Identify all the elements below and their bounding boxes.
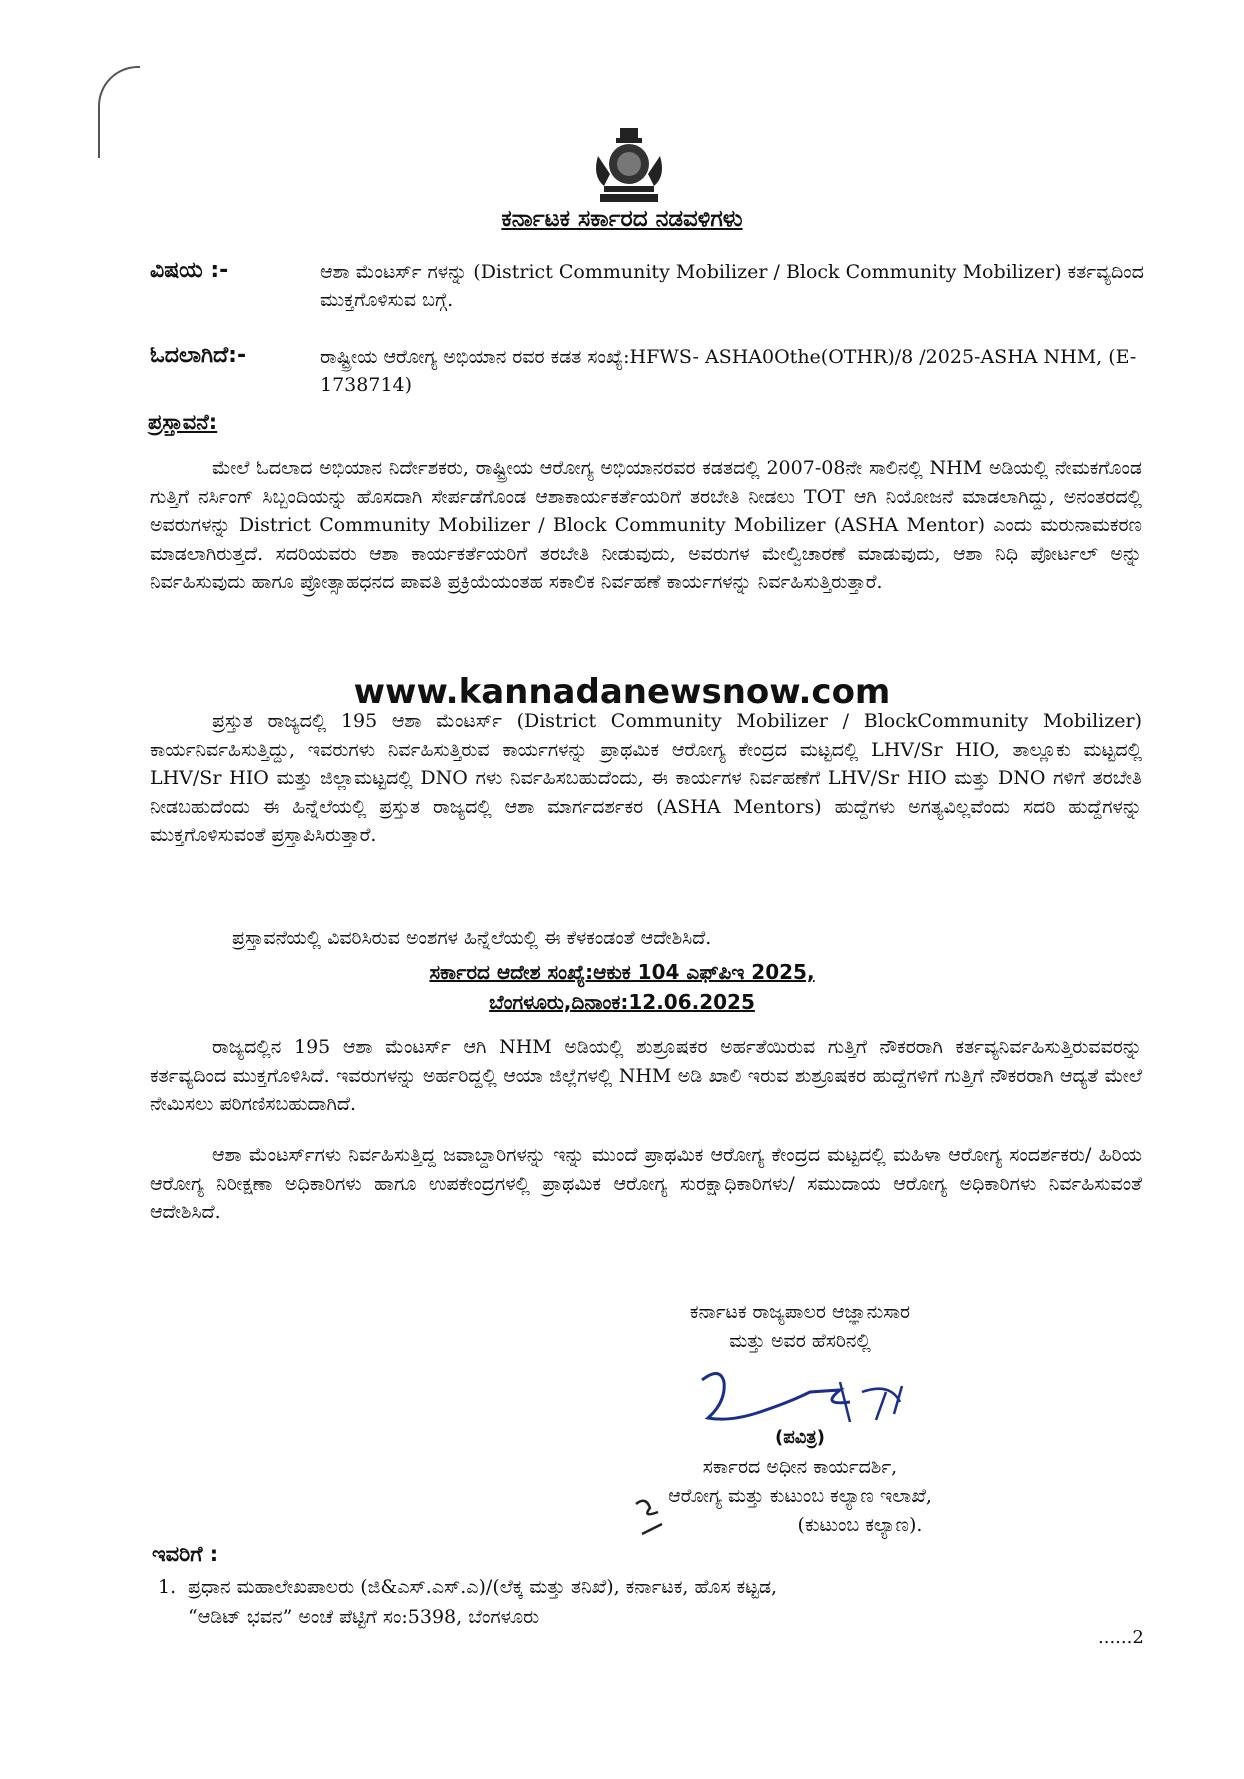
- cc-item-number: 1.: [158, 1576, 177, 1598]
- signatory-designation-3: (ಕುಟುಂಬ ಕಲ್ಯಾಣ).: [797, 1514, 923, 1536]
- document-heading: ಕರ್ನಾಟಕ ಸರ್ಕಾರದ ನಡವಳಿಗಳು: [501, 206, 743, 232]
- preamble-title: ಪ್ರಸ್ತಾವನೆ:: [148, 410, 218, 434]
- reference-label: ಓದಲಾಗಿದೆ:-: [150, 343, 247, 368]
- order-place-date: ಬೆಂಗಳೂರು,ದಿನಾಂಕ:12.06.2025: [489, 990, 755, 1014]
- signoff-line-1: ಕರ್ನಾಟಕ ರಾಜ್ಯಪಾಲರ ಆಜ್ಞಾನುಸಾರ: [689, 1301, 911, 1323]
- order-paragraph-2: ಆಶಾ ಮೆಂಟರ್ಸ್‌ಗಳು ನಿರ್ವಹಿಸುತ್ತಿದ್ದ ಜವಾಬ್ದಾರಿಗಳನ್ನು ಇನ್ನು ಮುಂದೆ ಪ್ರಾಥಮಿಕ ಆರೋಗ್ಯ ಕೇಂದ್ರದ ಮಟ್ಟದಲ್ಲಿ ಮಹಿಳಾ ಆರೋಗ್ಯ ಸಂದರ್ಶಕರು/ ಹಿರಿಯ ಆರೋಗ್ಯ ನಿರೀಕ್ಷಣಾ ಅಧಿಕಾರಿಗಳು ಹಾಗೂ ಉಪಕೇಂದ್ರಗಳಲ್ಲಿ ಪ್ರಾಥಮಿಕ ಆರೋಗ್ಯ ಸುರಕ್ಷಾಧಿಕಾರಿಗಳು/ ಸಮುದಾಯ ಆರೋಗ್ಯ ಅಧಿಕಾರಿಗಳು ನಿರ್ವಹಿಸುವಂತೆ ಆದೇಶಿಸಿದೆ.: [150, 1144, 1142, 1224]
- order-number: ಸರ್ಕಾರದ ಆದೇಶ ಸಂಖ್ಯೆ:ಆಕುಕ 104 ಎಫ್‌ಪಿಇ 2025,: [429, 960, 815, 984]
- cc-item-line-2: “ಆಡಿಟ್ ಭವನ” ಅಂಚೆ ಪೆಟ್ಟಿಗೆ ಸಂ:5398, ಬೆಂಗಳೂರು: [188, 1606, 540, 1628]
- scan-edge-mark: [98, 66, 140, 158]
- subject-text: ಆಶಾ ಮೆಂಟರ್ಸ್ ಗಳನ್ನು (District Community Mobilizer / Block Community Mobilizer) ಕರ್ತವ್ಯದಿಂದ ಮುಕ್ತಗೊಳಿಸುವ ಬಗ್ಗೆ.: [320, 261, 1144, 311]
- cc-item: [158, 1572, 1148, 1632]
- signatory-designation-2: ಆರೋಗ್ಯ ಮತ್ತು ಕುಟುಂಬ ಕಲ್ಯಾಣ ಇಲಾಖೆ,: [668, 1485, 932, 1507]
- reference-text: ರಾಷ್ಟ್ರೀಯ ಆರೋಗ್ಯ ಅಭಿಯಾನ ರವರ ಕಡತ ಸಂಖ್ಯೆ:HFWS- ASHA0Othe(OTHR)/8 /2025-ASHA NHM, (E-1738714): [320, 346, 1137, 396]
- cc-item-line-1: ಪ್ರಧಾನ ಮಹಾಲೇಖಪಾಲರು (ಜಿ&ಎಸ್.ಎಸ್.ಎ)/(ಲೆಕ್ಕ ಮತ್ತು ತನಿಖೆ), ಕರ್ನಾಟಕ, ಹೊಸ ಕಟ್ಟಡ,: [188, 1576, 778, 1598]
- signatory-designation-1: ಸರ್ಕಾರದ ಅಧೀನ ಕಾರ್ಯದರ್ಶಿ,: [702, 1456, 898, 1478]
- signatory-name: (ಪವಿತ್ರ): [775, 1427, 825, 1448]
- subject-label: ವಿಷಯ :-: [150, 258, 229, 283]
- order-paragraph-1: ರಾಜ್ಯದಲ್ಲಿನ 195 ಆಶಾ ಮೆಂಟರ್ಸ್ ಆಗಿ NHM ಅಡಿಯಲ್ಲಿ ಶುಶ್ರೂಷಕರ ಅರ್ಹತೆಯಿರುವ ಗುತ್ತಿಗೆ ನೌಕರರಾಗಿ ಕರ್ತವ್ಯನಿರ್ವಹಿಸುತ್ತಿರುವವರನ್ನು ಕರ್ತವ್ಯದಿಂದ ಮುಕ್ತಗೊಳಿಸಿದೆ. ಇವರುಗಳನ್ನು ಅರ್ಹರಿದ್ದಲ್ಲಿ ಆಯಾ ಜಿಲ್ಲೆಗಳಲ್ಲಿ NHM ಅಡಿ ಖಾಲಿ ಇರುವ ಶುಶ್ರೂಷಕರ ಹುದ್ದೆಗಳಿಗೆ ಗುತ್ತಿಗೆ ನೌಕರರಾಗಿ ಆದ್ಯತೆ ಮೇಲೆ ನೇಮಿಸಲು ಪರಿಗಣಿಸಬಹುದಾಗಿದೆ.: [150, 1036, 1142, 1116]
- watermark: www.kannadanewsnow.com: [353, 672, 891, 712]
- karnataka-emblem-icon: [590, 126, 668, 206]
- preamble-paragraph-3: ಪ್ರಸ್ತಾವನೆಯಲ್ಲಿ ವಿವರಿಸಿರುವ ಅಂಶಗಳ ಹಿನ್ನೆಲೆಯಲ್ಲಿ ಈ ಕೆಳಕಂಡಂತೆ ಆದೇಶಿಸಿದೆ.: [232, 927, 712, 949]
- preamble-paragraph-2: ಪ್ರಸ್ತುತ ರಾಜ್ಯದಲ್ಲಿ 195 ಆಶಾ ಮೆಂಟರ್ಸ್ (District Community Mobilizer / BlockCommunity Mobilizer) ಕಾರ್ಯನಿರ್ವಹಿಸುತ್ತಿದ್ದು, ಇವರುಗಳು ನಿರ್ವಹಿಸುತ್ತಿರುವ ಕಾರ್ಯಗಳನ್ನು ಪ್ರಾಥಮಿಕ ಆರೋಗ್ಯ ಕೇಂದ್ರದ ಮಟ್ಟದಲ್ಲಿ LHV/Sr HIO, ತಾಲ್ಲೂಕು ಮಟ್ಟದಲ್ಲಿ LHV/Sr HIO ಮತ್ತು ಜಿಲ್ಲಾಮಟ್ಟದಲ್ಲಿ DNO ಗಳು ನಿರ್ವಹಿಸಬಹುದೆಂದು, ಈ ಕಾರ್ಯಗಳ ನಿರ್ವಹಣೆಗೆ LHV/Sr HIO ಮತ್ತು DNO ಗಳಿಗೆ ತರಬೇತಿ ನೀಡಬಹುದೆಂದು ಈ ಹಿನ್ನೆಲೆಯಲ್ಲಿ ಪ್ರಸ್ತುತ ರಾಜ್ಯದಲ್ಲಿ ಆಶಾ ಮಾರ್ಗದರ್ಶಕರ (ASHA Mentors) ಹುದ್ದೆಗಳು ಅಗತ್ಯವಿಲ್ಲವೆಂದು ಸದರಿ ಹುದ್ದೆಗಳನ್ನು ಮುಕ್ತಗೊಳಿಸುವಂತೆ ಪ್ರಸ್ತಾಪಿಸಿರುತ್ತಾರೆ.: [150, 710, 1142, 847]
- page-number: ......2: [1098, 1627, 1144, 1648]
- cc-label: ಇವರಿಗೆ :: [152, 1542, 219, 1566]
- preamble-paragraph-1: ಮೇಲೆ ಓದಲಾದ ಅಭಿಯಾನ ನಿರ್ದೇಶಕರು, ರಾಷ್ಟ್ರೀಯ ಆರೋಗ್ಯ ಅಭಿಯಾನರವರ ಕಡತದಲ್ಲಿ 2007-08ನೇ ಸಾಲಿನಲ್ಲಿ NHM ಅಡಿಯಲ್ಲಿ ನೇಮಕಗೊಂಡ ಗುತ್ತಿಗೆ ನರ್ಸಿಂಗ್ ಸಿಬ್ಬಂದಿಯನ್ನು ಹೊಸದಾಗಿ ಸೇರ್ಪಡೆಗೊಂಡ ಆಶಾಕಾರ್ಯಕರ್ತೆಯರಿಗೆ ತರಬೇತಿ ನೀಡಲು TOT ಆಗಿ ನಿಯೋಜನೆ ಮಾಡಲಾಗಿದ್ದು, ಅನಂತರದಲ್ಲಿ ಅವರುಗಳನ್ನು District Community Mobilizer / Block Community Mobilizer (ASHA Mentor) ಎಂದು ಮರುನಾಮಕರಣ ಮಾಡಲಾಗಿರುತ್ತದೆ. ಸದರಿಯವರು ಆಶಾ ಕಾರ್ಯಕರ್ತೆಯರಿಗೆ ತರಬೇತಿ ನೀಡುವುದು, ಅವರುಗಳ ಮೇಲ್ವಿಚಾರಣೆ ಮಾಡುವುದು, ಆಶಾ ನಿಧಿ ಪೋರ್ಟಲ್ ಅನ್ನು ನಿರ್ವಹಿಸುವುದು ಹಾಗೂ ಪ್ರೋತ್ಸಾಹಧನದ ಪಾವತಿ ಪ್ರಕ್ರಿಯೆಯಂತಹ ಸಕಾಲಿಕ ನಿರ್ವಹಣೆ ಕಾರ್ಯಗಳನ್ನು ನಿರ್ವಹಿಸುತ್ತಿರುತ್ತಾರೆ.: [150, 457, 1142, 594]
- signature-icon: [690, 1362, 930, 1432]
- initials-icon: [632, 1494, 672, 1544]
- signoff-line-2: ಮತ್ತು ಅವರ ಹೆಸರಿನಲ್ಲಿ: [729, 1330, 871, 1352]
